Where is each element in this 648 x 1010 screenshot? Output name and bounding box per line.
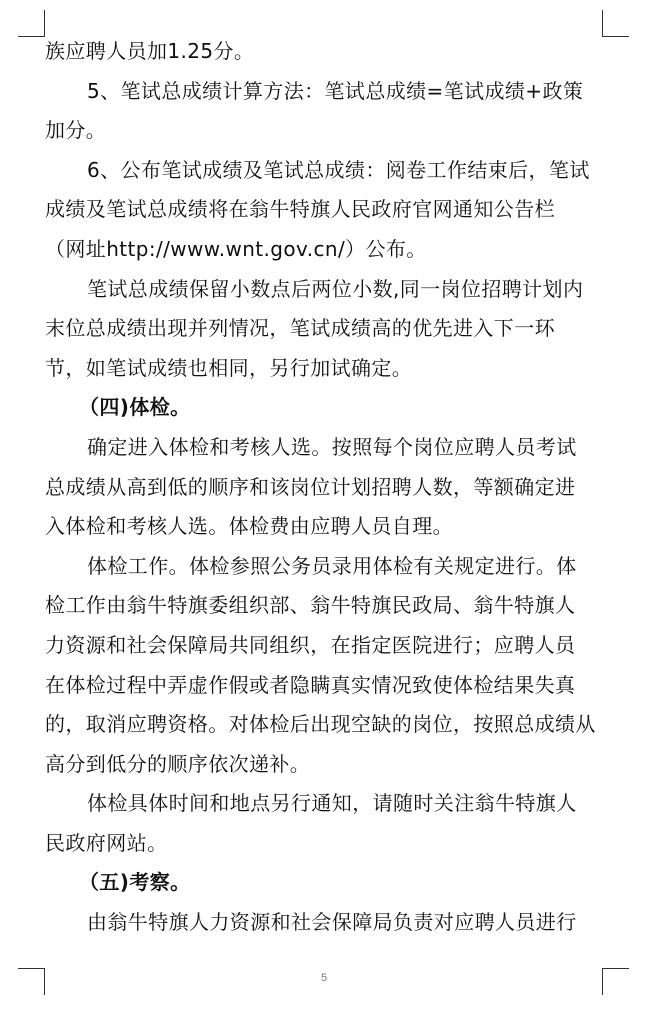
- text-line: 末位总成绩出现并列情况，笔试成绩高的优先进入下一环: [45, 316, 555, 341]
- text-line: 节，如笔试成绩也相同，另行加试确定。: [45, 355, 413, 380]
- text-line: 民政府网站。: [45, 830, 168, 855]
- text-line: 成绩及笔试总成绩将在翁牛特旗人民政府官网通知公告栏: [45, 197, 555, 222]
- text-line: 5、笔试总成绩计算方法：笔试总成绩=笔试成绩+政策: [87, 78, 584, 103]
- crop-mark-top-right: [602, 10, 629, 37]
- text-line: 族应聘人员加1.25分。: [45, 39, 255, 63]
- text-line: 6、公布笔试成绩及笔试总成绩：阅卷工作结束后，笔试: [87, 157, 590, 182]
- text-line: 在体检过程中弄虚作假或者隐瞒真实情况致使体检结果失真: [45, 672, 576, 697]
- text-line: 检工作由翁牛特旗委组织部、翁牛特旗民政局、翁牛特旗人: [45, 593, 576, 618]
- section-heading: （四)体检。: [79, 395, 191, 420]
- page-number: 5: [320, 972, 328, 984]
- document-body: [45, 32, 605, 943]
- text-line: 力资源和社会保障局共同组织，在指定医院进行；应聘人员: [45, 632, 576, 657]
- section-heading: （五)考察。: [79, 870, 191, 895]
- text-line: 体检具体时间和地点另行通知，请随时关注翁牛特旗人: [87, 791, 577, 816]
- text-line: 的，取消应聘资格。对体检后出现空缺的岗位，按照总成绩从: [45, 712, 596, 737]
- text-line: （网址http://www.wnt.gov.cn/）公布。: [45, 236, 427, 261]
- crop-mark-top-left: [18, 10, 45, 37]
- text-line: 入体检和考核人选。体检费由应聘人员自理。: [45, 514, 453, 539]
- text-line: 高分到低分的顺序依次递补。: [45, 751, 311, 776]
- text-line: 由翁牛特旗人力资源和社会保障局负责对应聘人员进行: [87, 910, 577, 935]
- text-line: 加分。: [45, 118, 107, 143]
- text-line: 确定进入体检和考核人选。按照每个岗位应聘人员考试: [87, 434, 577, 459]
- text-line: 体检工作。体检参照公务员录用体检有关规定进行。体: [87, 553, 577, 578]
- text-line: 总成绩从高到低的顺序和该岗位计划招聘人数，等额确定进: [45, 474, 576, 499]
- text-line: 笔试总成绩保留小数点后两位小数,同一岗位招聘计划内: [87, 276, 584, 301]
